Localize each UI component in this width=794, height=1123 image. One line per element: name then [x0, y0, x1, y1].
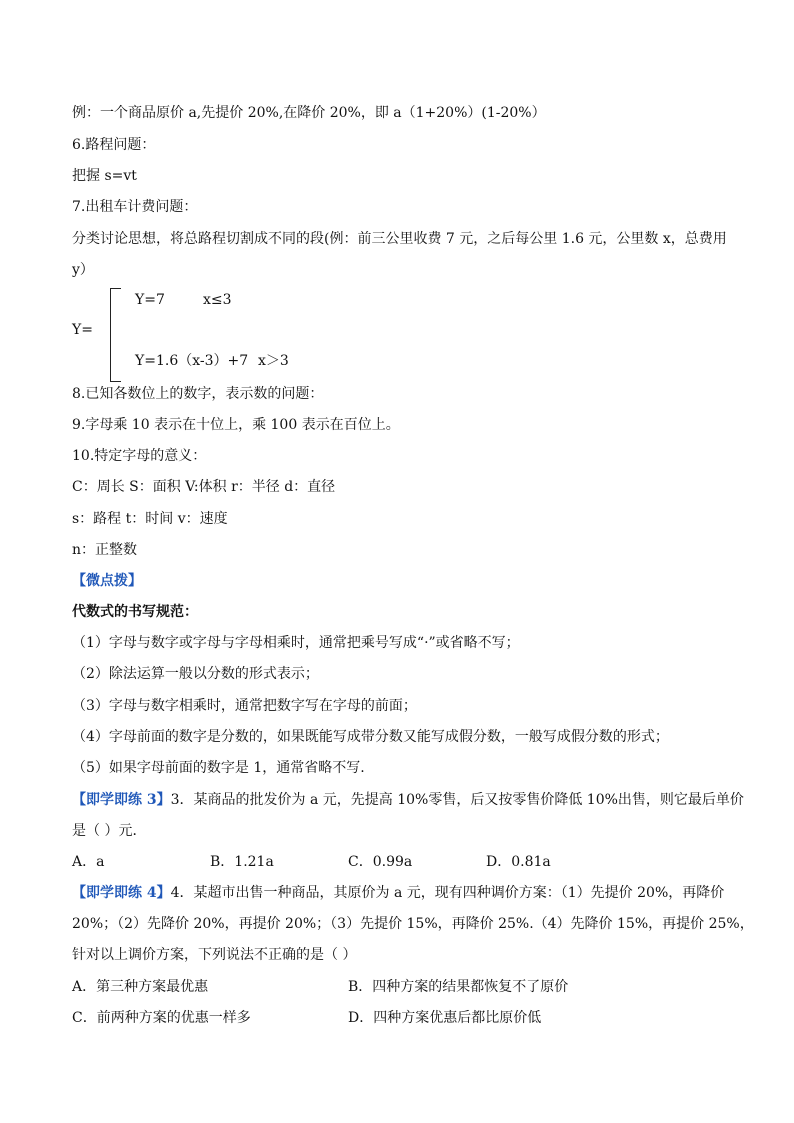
example-text: 例：一个商品原价 a,先提价 20%,在降价 20%，即 a（1+20%）(1-20%）	[72, 105, 546, 121]
piecewise-case-2: Y=1.6（x-3）+7	[135, 353, 249, 369]
piecewise-cond-1: x≤3	[203, 292, 232, 308]
q4-option-d: D．四种方案优惠后都比原价低	[348, 1010, 542, 1026]
question-4-text: 4．某超市出售一种商品，其原价为 a 元，现有四种调价方案：（1）先提价 20%，再降价	[170, 885, 725, 901]
rule-5: （5）如果字母前面的数字是 1，通常省略不写.	[72, 760, 365, 776]
question-4-tag: 【即学即练 4】	[72, 885, 171, 901]
question-3-tag: 【即学即练 3】	[72, 792, 171, 808]
rule-2: （2）除法运算一般以分数的形式表示；	[72, 666, 319, 682]
piecewise-case-1: Y=7	[135, 292, 165, 308]
letter-meanings-1: C：周长 S：面积 V:体积 r：半径 d：直径	[72, 479, 336, 495]
section-8-heading: 8.已知各数位上的数字，表示数的问题：	[72, 386, 324, 402]
section-10-heading: 10.特定字母的意义：	[72, 448, 207, 464]
question-3-text: 3．某商品的批发价为 a 元，先提高 10%零售，后又按零售价降低 10%出售，则它最后单价	[170, 792, 744, 808]
q3-option-c: C．0.99a	[348, 854, 413, 870]
section-9-text: 9.字母乘 10 表示在十位上，乘 100 表示在百位上。	[72, 417, 400, 433]
question-3-text-cont: 是（ ）元．	[72, 823, 147, 839]
q3-option-d: D．0.81a	[486, 854, 551, 870]
rule-3: （3）字母与数字相乘时，通常把数字写在字母的前面；	[72, 698, 417, 714]
taxi-description: 分类讨论思想，将总路程切割成不同的段(例：前三公里收费 7 元，之后每公里 1.6 元，公里数 x，总费用	[72, 231, 727, 247]
taxi-description-cont: y）	[72, 262, 94, 278]
section-6-heading: 6.路程问题：	[72, 137, 156, 153]
rule-4: （4）字母前面的数字是分数的，如果既能写成带分数又能写成假分数，一般写成假分数的形式；	[72, 729, 669, 745]
q3-option-a: A．a	[72, 854, 105, 870]
section-7-heading: 7.出租车计费问题：	[72, 199, 198, 215]
q4-option-a: A．第三种方案最优惠	[72, 979, 209, 995]
question-4	[72, 883, 724, 903]
letter-meanings-2: s：路程 t：时间 v：速度	[72, 511, 228, 527]
tip-heading: 【微点拨】	[72, 573, 142, 589]
writing-rules-heading: 代数式的书写规范：	[72, 604, 198, 620]
piecewise-brace	[110, 288, 121, 382]
q3-option-b: B．1.21a	[210, 854, 274, 870]
q4-option-b: B．四种方案的结果都恢复不了原价	[348, 979, 569, 995]
piecewise-label: Y=	[72, 322, 93, 338]
question-4-text-cont: 20%；（2）先降价 20%，再提价 20%；（3）先提价 15%，再降价 25%.（4）先降价 15%，再提价 25%，	[72, 916, 754, 932]
piecewise-cond-2: x＞3	[258, 353, 289, 369]
formula-line: 把握 s=vt	[72, 168, 137, 184]
q4-option-c: C．前两种方案的优惠一样多	[72, 1010, 251, 1026]
letter-meanings-3: n：正整数	[72, 542, 138, 558]
rule-1: （1）字母与数字或字母与字母相乘时，通常把乘号写成“·”或省略不写；	[72, 635, 520, 651]
question-3	[72, 790, 744, 810]
question-4-text-cont-2: 针对以上调价方案，下列说法不正确的是（ ）	[72, 947, 357, 963]
